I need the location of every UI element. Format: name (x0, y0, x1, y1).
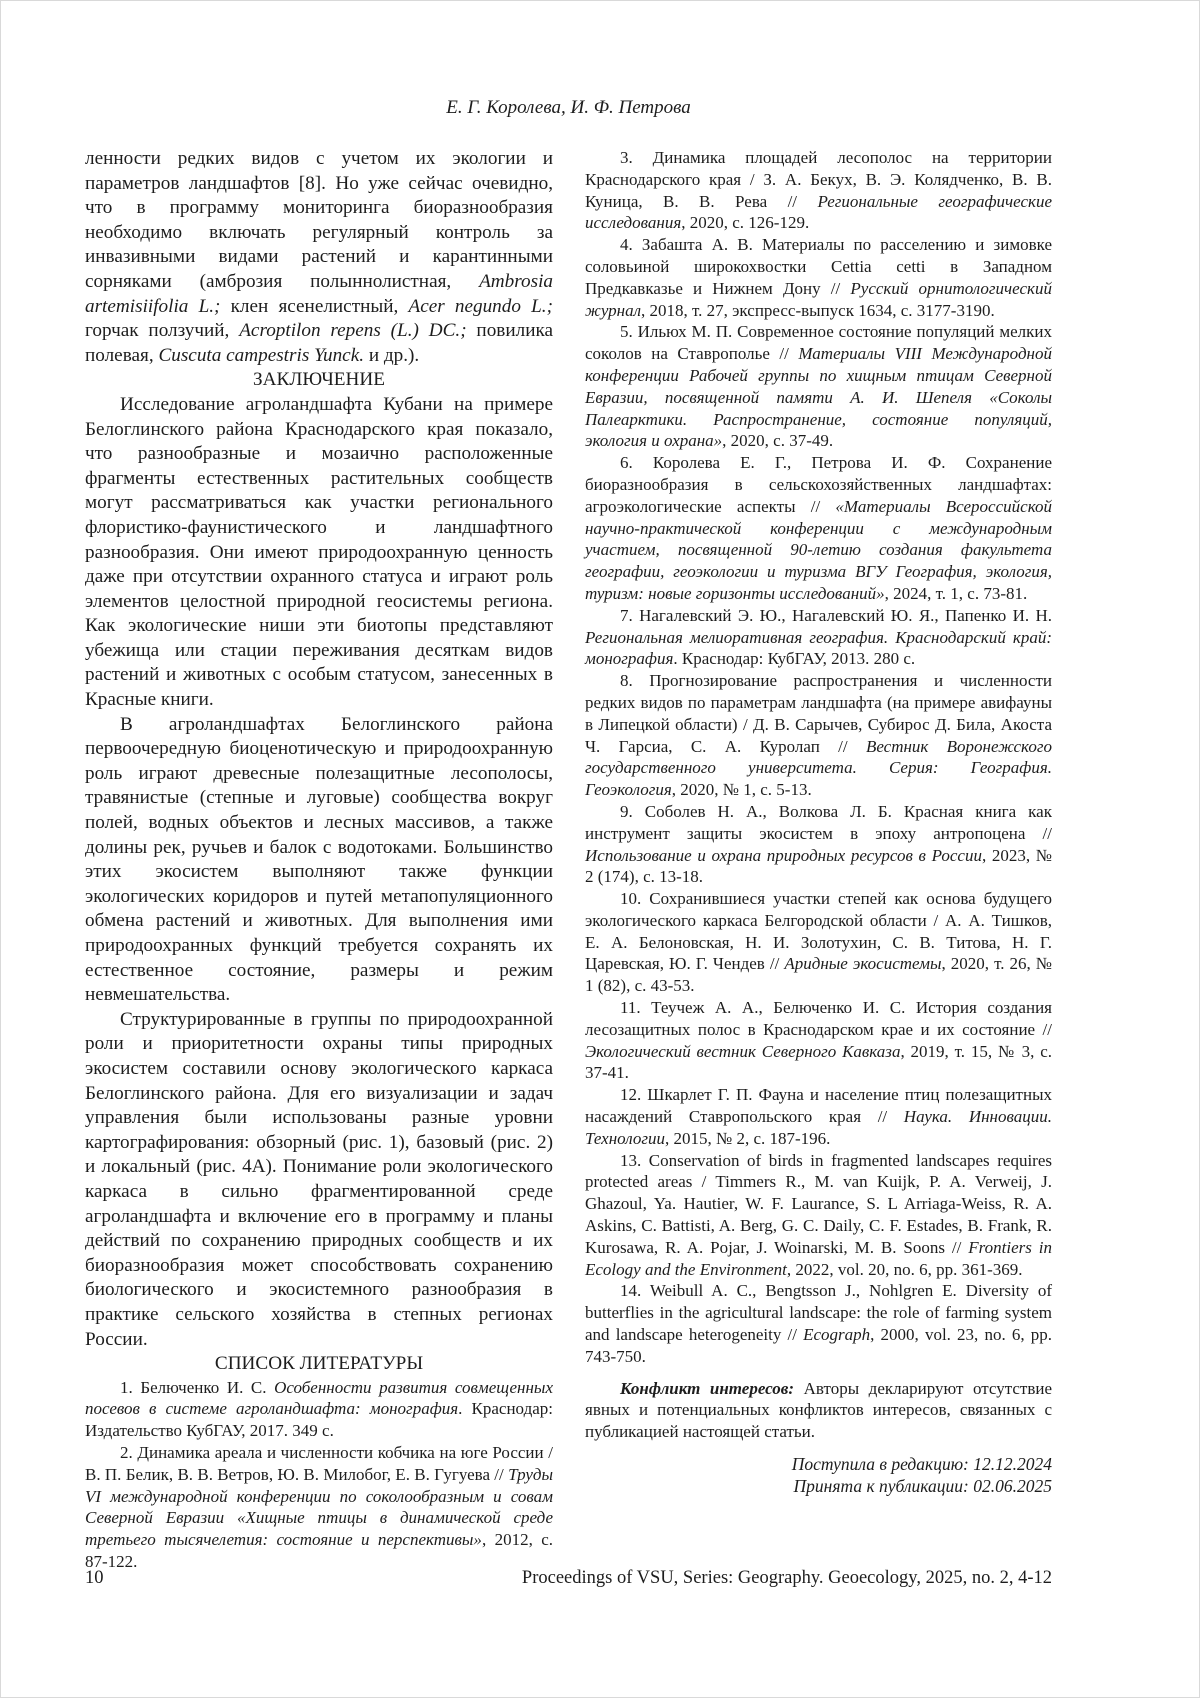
reference-item (585, 1084, 1052, 1149)
text-run: ЗАКЛЮЧЕНИЕ (253, 369, 385, 391)
text-run: СПИСОК ЛИТЕРАТУРЫ (214, 1353, 424, 1375)
text-run: 4. Забашта А. В. Материалы по расселению и зимовке соловьиной широкохвостки Cettia cetti в Западном Предкавказье и Нижнем Дону // (585, 235, 1052, 298)
italic-run: Вестник Воронежского государственного университета. Серия: География. Геоэкология (585, 736, 1052, 800)
journal-footer-line: Proceedings of VSU, Series: Geography. Geoecology, 2025, no. 2, 4-12 (521, 1568, 1052, 1588)
text-run: , 2019, т. 15, № 3, с. 37-41. (585, 1041, 1052, 1083)
reference-item (585, 1378, 1052, 1443)
text-run: Авторы декларируют отсутствие явных и потенциальных конфликтов интересов, связанных с публикацией настоящей статьи. (585, 1378, 1052, 1442)
right-column (585, 147, 1052, 1573)
text-run: . Краснодар: КубГАУ, 2013. 280 с. (673, 649, 916, 669)
italic-run: Acroptilon repens (L.) DC.; (239, 320, 467, 342)
text-run: и др.). (364, 344, 420, 366)
reference-item (85, 1442, 553, 1573)
text-run: 9. Соболев Н. А., Волкова Л. Б. Красная книга как инструмент защиты экосистем в эпоху антропоцена // (585, 801, 1052, 843)
reference-item (585, 801, 1052, 888)
text-run: , 2020, т. 26, № 1 (82), с. 43-53. (585, 954, 1052, 996)
paragraph (85, 147, 553, 368)
text-run: , 2022, vol. 20, no. 6, pp. 361-369. (786, 1259, 1023, 1279)
text-run: 10. Сохранившиеся участки степей как основа будущего экологического каркаса Белгородской области / А. А. Тишков, Е. А. Белоновская, Н. И. Золотухин, С. В. Титова, Н. Г. Царевская, Ю. Г. Чендев // (585, 889, 1052, 974)
reference-item (585, 1280, 1052, 1367)
text-run: Поступила в редакцию: 12.12.2024 (791, 1454, 1052, 1475)
italic-run: Cuscuta campestris Yunck. (158, 344, 365, 366)
text-run: 1. Белюченко И. С. (120, 1377, 275, 1397)
text-run: , 2020, с. 126-129. (681, 213, 810, 233)
text-run: . Краснодар: Издательство КубГАУ, 2017. 349 с. (85, 1399, 553, 1441)
text-run: , 2023, № 2 (174), с. 13-18. (585, 845, 1052, 887)
reference-item (585, 888, 1052, 997)
text-run: Принята к публикации: 02.06.2025 (793, 1476, 1052, 1497)
italic-run: Аридные экосистемы (784, 954, 942, 974)
page-footer (85, 1566, 1052, 1590)
italic-run: Использование и охрана природных ресурсов в России (585, 845, 982, 865)
text-run: 2. Динамика ареала и численности кобчика на юге России / В. П. Белик, В. В. Ветров, Ю. В. Милобог, Е. В. Гугуева // (85, 1443, 553, 1484)
italic-run: Наука. Инновации. Технологии (585, 1107, 1052, 1148)
text-run: , 2020, с. 37-49. (722, 431, 834, 451)
text-run: , 2018, т. 27, экспресс-выпуск 1634, с. 3177-3190. (640, 300, 995, 320)
text-run: 6. Королева Е. Г., Петрова И. Ф. Сохранение биоразнообразия в сельскохозяйственных ландшафтах: агроэкологические аспекты // (585, 453, 1052, 516)
italic-run: Frontiers in Ecology and the Environment (585, 1237, 1052, 1279)
two-column-text-area (85, 147, 1052, 1573)
text-run: 3. Динамика площадей лесополос на территории Краснодарского края / З. А. Бекух, В. Э. Колядченко, В. В. Куница, В. В. Рева // (585, 148, 1052, 211)
italic-run: Материалы VIII Международной конференции Рабочей группы по хищным птицам Северной Евразии, посвященной памяти А. И. Шепеля «Соколы Палеарктики. Распространение, состояние популяций, экология и охрана» (585, 344, 1052, 451)
text-run: Структурированные в группы по природоохранной роли и приоритетности охраны типы природных экосистем составили основу экологического каркаса Белоглинского района. Для его визуализации и задач управления были использованы разные уровни картографирования: обзорный (рис. 1), базовый (рис. 2) и локальный (рис. 4А). Понимание роли экологического каркаса в сильно фрагментированной среде агроландшафта и включение его в программу и планы действий по сохранению природных сообществ и их биоразнообразия может способствовать сохранению биологического и экосистемного разнообразия в практике сельского хозяйства в степных регионах России. (85, 1008, 553, 1350)
dateline (585, 1475, 1052, 1497)
reference-item (585, 605, 1052, 670)
reference-item (585, 1150, 1052, 1281)
italic-run: Русский орнитологический журнал (585, 278, 1052, 320)
text-run: В агроландшафтах Белоглинского района первоочередную биоценотическую и природоохранную роль играют древесные полезащитные лесополосы, травянистые (степные и луговые) сообщества вокруг полей, водных объектов и лесных массивов, а также долины рек, ручьев и балок с водотоками. Большинство этих экосистем выполняют также функции экологических коридоров и путей метапопуляционного обмена растений и животных. Для выполнения ими природоохранных функций требуется сохранять их естественное состояние, размеры и режим невмешательства. (85, 713, 553, 1006)
reference-item (585, 321, 1052, 452)
text-run: 13. Conservation of birds in fragmented landscapes requires protected areas / Timmers R., M. van Kuijk, P. A. Verweij, J. Ghazoul, Ya. Hautier, W. F. Laurance, S. L Arriaga-Weiss, R. A. Askins, C. Battisti, A. Berg, G. C. Daily, C. F. Estades, B. Frank, R. Kurosawa, R. A. Pojar, J. Woinarski, M. B. Soons // (585, 1150, 1052, 1257)
italic-run: Особенности развития совмещенных посевов в системе агроландшафта: монография (85, 1377, 553, 1419)
italic-run: Экологический вестник Северного Кавказа (585, 1041, 901, 1061)
left-column (85, 147, 553, 1573)
text-run: , 2020, № 1, с. 5-13. (671, 780, 812, 800)
text-run: , 2012, с. 87-122. (85, 1530, 553, 1572)
italic-run: Ecograph (803, 1325, 871, 1345)
italic-run: Региональная мелиоративная география. Краснодарский край: монография (585, 627, 1052, 669)
reference-item (85, 1377, 553, 1442)
running-head-authors: Е. Г. Королева, И. Ф. Петрова (446, 97, 691, 118)
text-run: , 2024, т. 1, с. 73-81. (884, 583, 1028, 603)
italic-run: «Материалы Всероссийской научно-практической конференции с международным участием, посвященной 90-летию создания факультета географии, геоэкологии и туризма ВГУ География, экология, туризм: новые горизонты исследований» (585, 496, 1052, 603)
text-run: Исследование агроландшафта Кубани на примере Белоглинского района Краснодарского края показало, что разнообразные и мозаично расположенные фрагменты естественных растительных сообществ могут рассматриваться как участки регионального флористико-фаунистического и ландшафтного разнообразия. Они имеют природоохранную ценность даже при отсутствии охранного статуса и играют роль элементов целостной природной геосистемы региона. Как экологические ниши эти биотопы представляют убежища или стации переживания десяткам видов растений и животных с особым статусом, занесенных в Красные книги. (85, 393, 553, 711)
text-run: 7. Нагалевский Э. Ю., Нагалевский Ю. Я., Папенко И. Н. (620, 605, 1052, 625)
reference-item (585, 452, 1052, 605)
italic-run: Региональные географические исследования (585, 191, 1052, 233)
italic-run: Труды VI международной конференции по соколообразным и совам Северной Евразии «Хищные птицы в динамической среде третьего тысячелетия: состояние и перспективы» (85, 1464, 553, 1550)
reference-item (585, 997, 1052, 1084)
text-run: , 2015, № 2, с. 187-196. (664, 1128, 831, 1148)
text-run: 5. Ильюх М. П. Современное состояние популяций мелких соколов на Ставрополье // (585, 322, 1052, 364)
dateline (585, 1453, 1052, 1475)
reference-item (585, 234, 1052, 321)
reference-item (585, 670, 1052, 801)
page-number: 10 (85, 1568, 104, 1588)
reference-item (585, 147, 1052, 234)
text-run: клен ясенелистный, (220, 295, 409, 317)
paragraph (85, 393, 553, 713)
text-run: 12. Шкарлет Г. П. Фауна и население птиц полезащитных насаждений Ставропольского края // (585, 1085, 1052, 1127)
text-run: 14. Weibull A. C., Bengtsson J., Nohlgren E. Diversity of butterflies in the agricultural landscape: the role of farming system and landscape heterogeneity // (585, 1281, 1052, 1345)
text-run: 8. Прогнозирование распространения и численности редких видов по параметрам ландшафта (на примере авифауны в Липецкой области) / Д. В. Сарычев, Субирос Д. Била, Акоста Ч. Гарсиа, С. А. Куролап // (585, 671, 1052, 756)
text-run: 11. Теучеж А. А., Белюченко И. С. История создания лесозащитных полос в Краснодарском крае и их состояние // (585, 998, 1052, 1039)
text-run: ленности редких видов с учетом их экологии и параметров ландшафтов [8]. Но уже сейчас очевидно, что в программу мониторинга биоразнообразия необходимо включать регулярный контроль за инвазивными видами растений и карантинными сорняками (амброзия полыннолистная, (85, 148, 553, 292)
section-heading (85, 368, 553, 393)
text-run: горчак ползучий, (85, 320, 240, 342)
paragraph (85, 1008, 553, 1352)
text-run: , 2000, vol. 23, no. 6, pp. 743-750. (585, 1325, 1052, 1366)
italic-run: Ambrosia artemisiifolia L.; (85, 270, 553, 317)
paragraph (85, 713, 553, 1008)
italic-run: Конфликт интересов: (620, 1378, 795, 1398)
section-heading (85, 1352, 553, 1377)
text-run: повилика полевая, (85, 320, 554, 366)
italic-run: Acer negundo L.; (408, 295, 553, 317)
